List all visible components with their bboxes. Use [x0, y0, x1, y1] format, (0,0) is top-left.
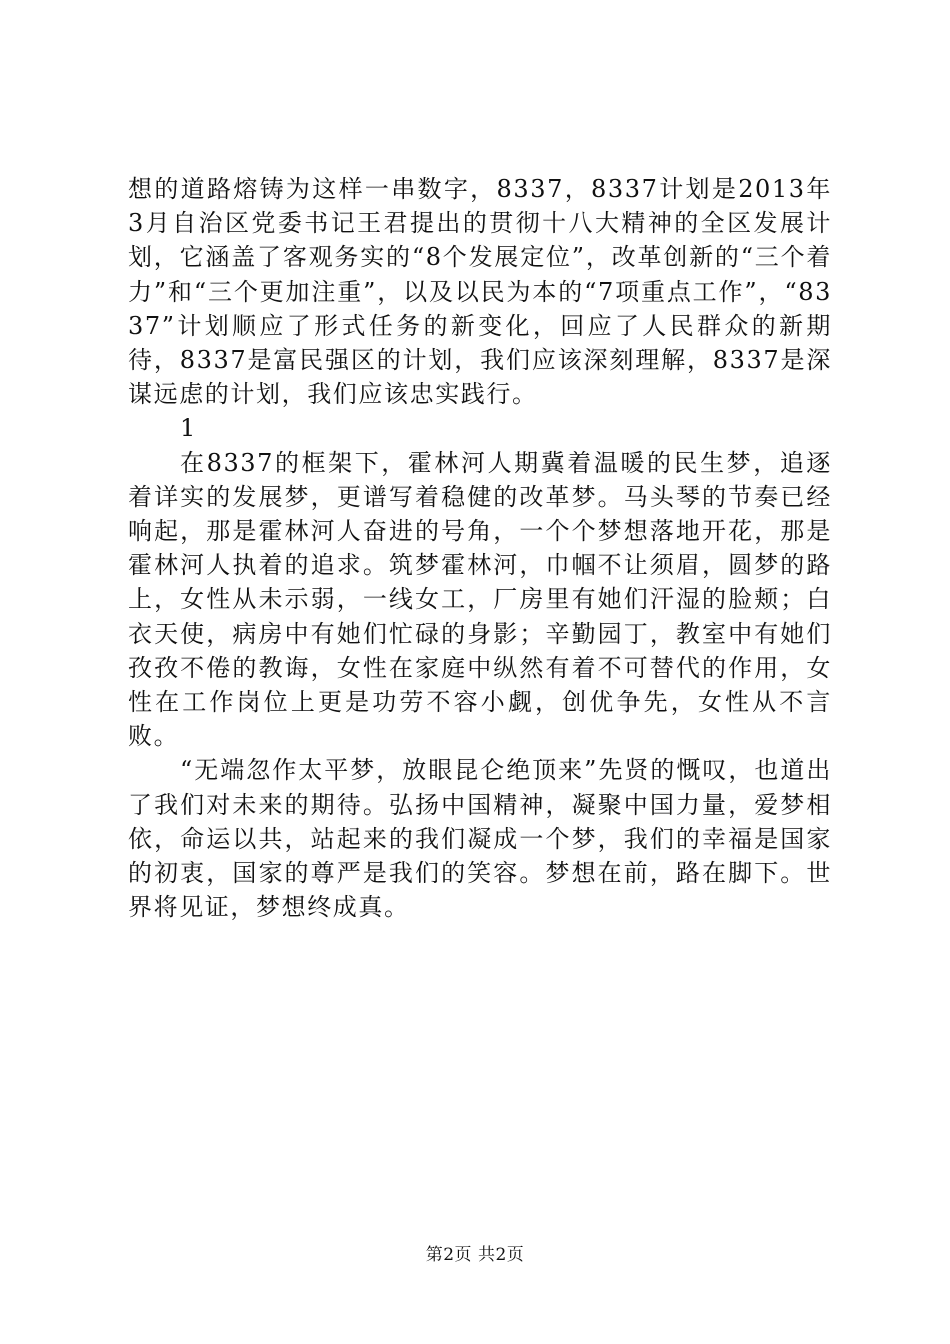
- document-body: [128, 172, 832, 924]
- paragraph-8337-framework: 在8337的框架下，霍林河人期冀着温暖的民生梦，追逐着详实的发展梦，更谱写着稳健的改革梦。马头琴的节奏已经响起，那是霍林河人奋进的号角，一个个梦想落地开花，那是霍林河人执着的追求。筑梦霍林河，巾帼不让须眉，圆梦的路上，女性从未示弱，一线女工，厂房里有她们汗湿的脸颊；白衣天使，病房中有她们忙碌的身影；辛勤园丁，教室中有她们孜孜不倦的教诲，女性在家庭中纵然有着不可替代的作用，女性在工作岗位上更是功劳不容小觑，创优争先，女性从不言败。: [128, 448, 832, 751]
- paragraph-continuation: 想的道路熔铸为这样一串数字，8337，8337计划是2013年3月自治区党委书记王君提出的贯彻十八大精神的全区发展计划，它涵盖了客观务实的“8个发展定位”，改革创新的“三个着力”和“三个更加注重”，以及以民为本的“7项重点工作”，“8337”计划顺应了形式任务的新变化，回应了人民群众的新期待，8337是富民强区的计划，我们应该深刻理解，8337是深谋远虑的计划，我们应该忠实践行。: [128, 175, 832, 409]
- paragraph-dream-conclusion: “无端忽作太平梦，放眼昆仑绝顶来”先贤的慨叹，也道出了我们对未来的期待。弘扬中国精神，凝聚中国力量，爱梦相依，命运以共，站起来的我们凝成一个梦，我们的幸福是国家的初衷，国家的尊严是我们的笑容。梦想在前，路在脚下。世界将见证，梦想终成真。: [128, 756, 832, 922]
- page-footer: 第2页 共2页: [425, 1245, 525, 1265]
- inline-page-number: 1: [180, 414, 196, 443]
